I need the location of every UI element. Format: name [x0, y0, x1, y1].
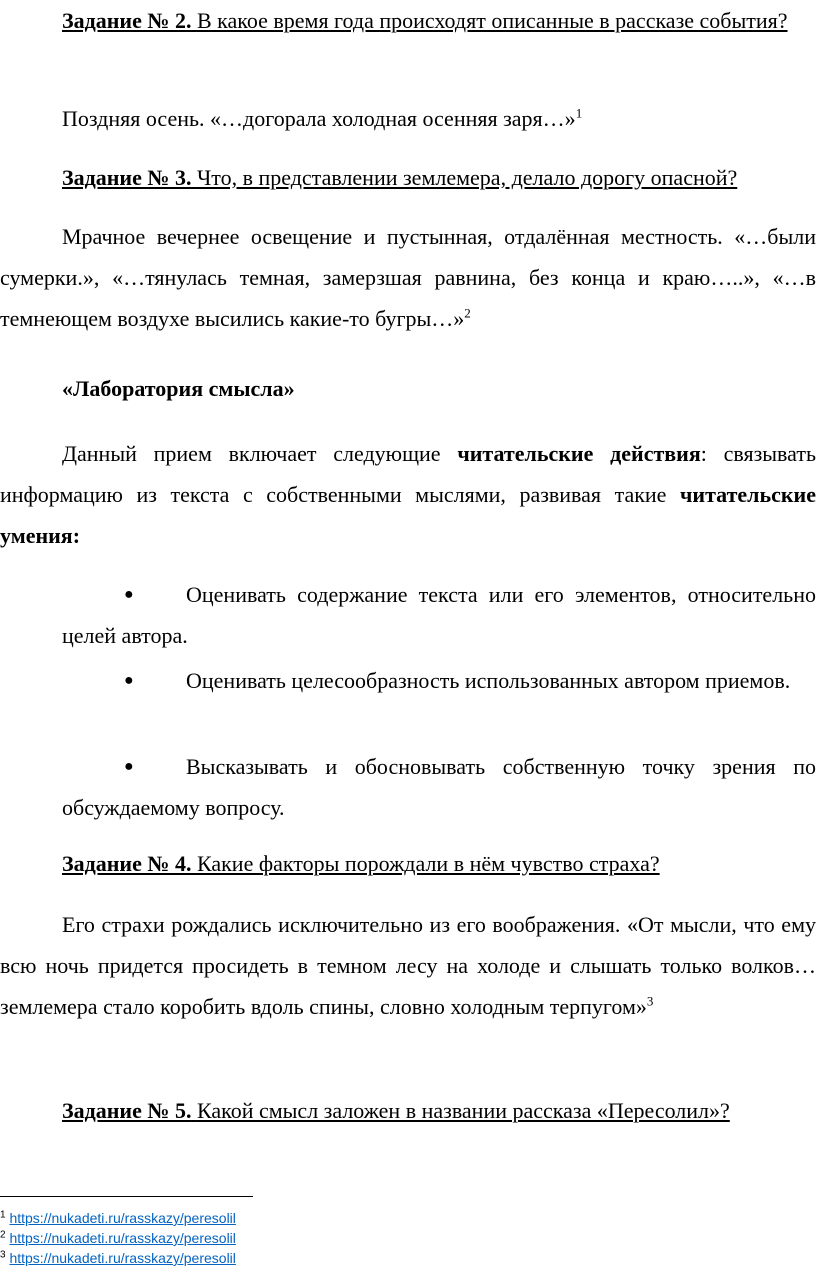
task2-question-text: В какое время года происходят описанные в рассказе события?	[196, 8, 788, 33]
task4-answer-text: Его страхи рождались исключительно из его воображения. «От мысли, что ему всю ночь придется просидеть в темном лесу на холоде и слышать только волков… землемера стало коробить вдоль спины, словно холодным терпугом»	[0, 912, 816, 1019]
lab-intro-bold-skills: читательские умения:	[0, 482, 816, 548]
footnote-ref-2[interactable]: 2	[464, 305, 471, 321]
footnote-separator	[0, 1196, 253, 1197]
task4-question	[0, 843, 816, 884]
task2-answer-text: Поздняя осень. «…догорала холодная осенняя заря…»	[62, 106, 576, 131]
footnote-ref-3[interactable]: 3	[646, 993, 654, 1009]
task3-question-underlined	[62, 165, 737, 190]
task4-label: Задание № 4.	[62, 851, 192, 876]
task5-question	[0, 1090, 816, 1131]
footnote-1-number: 1	[0, 1209, 6, 1221]
lab-heading: «Лаборатория смысла»	[62, 376, 295, 401]
footnote-2	[0, 1228, 236, 1248]
bullet-dot-icon: ●	[124, 672, 134, 689]
lab-bullet-3	[62, 746, 816, 828]
task4-question-underlined	[62, 851, 660, 876]
task2-label: Задание № 2.	[62, 8, 192, 33]
footnote-2-number: 2	[0, 1229, 6, 1241]
lab-intro	[0, 433, 816, 556]
footnote-2-link[interactable]: https://nukadeti.ru/rasskazy/peresolil	[9, 1230, 236, 1246]
lab-intro-bold-actions: читательские действия	[457, 441, 701, 466]
footnote-3	[0, 1248, 236, 1268]
bullet-dot-icon: ●	[124, 586, 134, 603]
lab-bullet-2-text: Оценивать целесообразность использованных автором приемов.	[186, 668, 791, 693]
bullet-dot-icon: ●	[124, 758, 134, 775]
task3-answer	[0, 216, 816, 339]
lab-bullet-2	[62, 660, 816, 701]
task4-question-text: Какие факторы порождали в нём чувство страха?	[196, 851, 660, 876]
lab-intro-mid: : связывать информацию из текста с собственными мыслями, развивая такие	[0, 441, 816, 507]
lab-intro-start: Данный прием включает следующие	[62, 441, 441, 466]
footnote-3-link[interactable]: https://nukadeti.ru/rasskazy/peresolil	[9, 1250, 236, 1266]
task2-answer	[0, 98, 816, 139]
task3-question-text: Что, в представлении землемера, делало дорогу опасной?	[196, 165, 738, 190]
lab-bullet-3-text: Высказывать и обосновывать собственную точку зрения по обсуждаемому вопросу.	[62, 754, 816, 820]
task2-question	[0, 0, 816, 41]
task2-question-underlined	[62, 8, 788, 33]
footnote-3-number: 3	[0, 1249, 6, 1261]
task4-answer	[0, 904, 816, 1027]
task3-answer-text: Мрачное вечернее освещение и пустынная, отдалённая местность. «…были сумерки.», «…тянулась темная, замерзшая равнина, без конца и краю…..», «…в темнеющем воздухе высились какие-то бугры…»	[0, 224, 816, 331]
task3-question	[0, 157, 816, 198]
footnote-1	[0, 1208, 236, 1228]
lab-bullet-1-text: Оценивать содержание текста или его элементов, относительно целей автора.	[62, 582, 816, 648]
task5-label: Задание № 5.	[62, 1098, 192, 1123]
footnote-1-link[interactable]: https://nukadeti.ru/rasskazy/peresolil	[9, 1210, 236, 1226]
task3-label: Задание № 3.	[62, 165, 192, 190]
task5-question-text: Какой смысл заложен в названии рассказа «Пересолил»?	[196, 1098, 730, 1123]
lab-bullet-1	[62, 574, 816, 656]
footnote-ref-1[interactable]: 1	[575, 105, 583, 121]
task5-question-underlined	[62, 1098, 730, 1123]
